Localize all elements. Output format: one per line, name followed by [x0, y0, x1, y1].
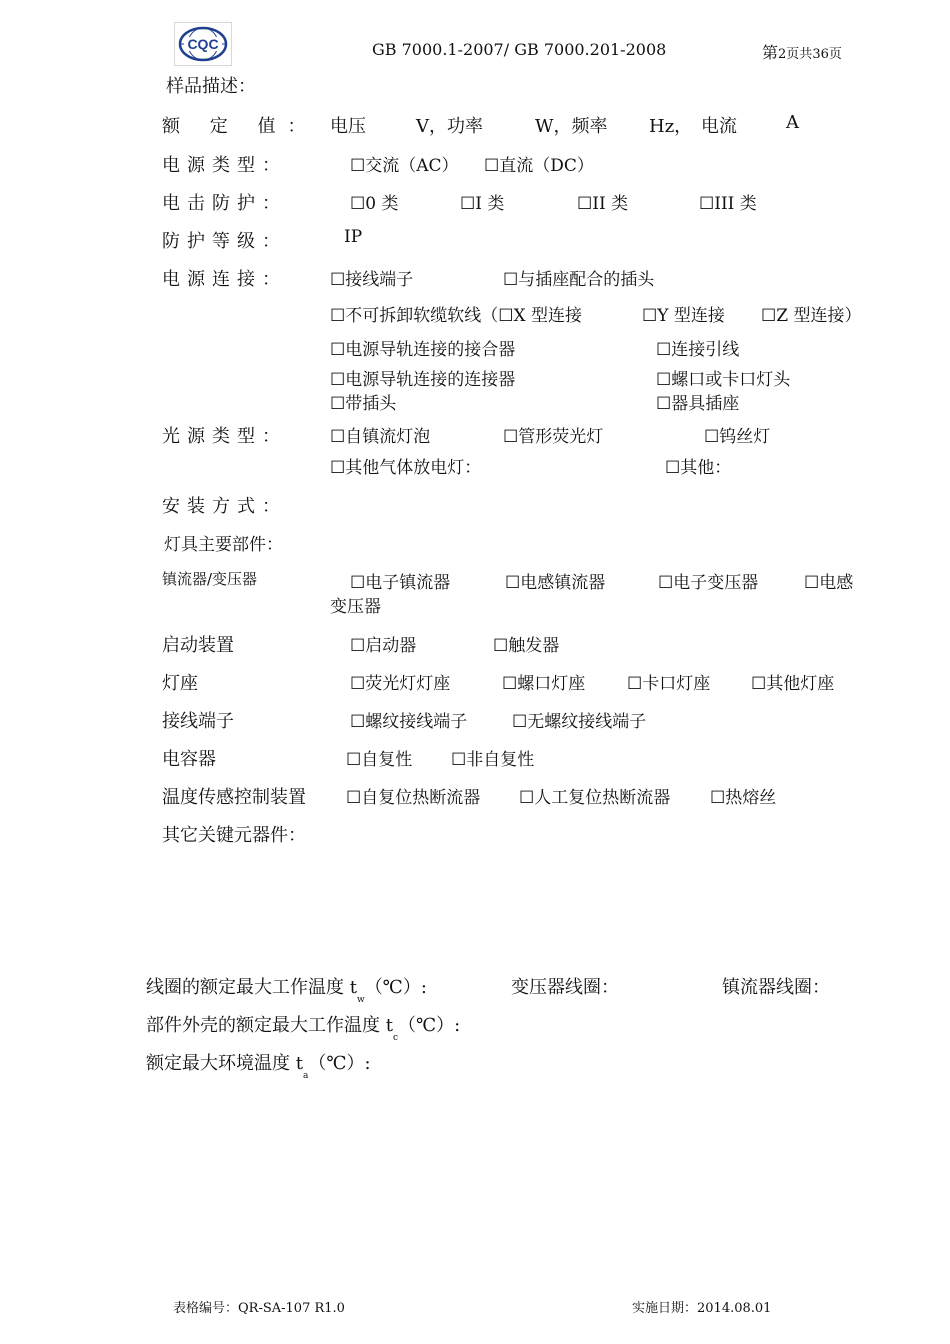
- transformer-text: 变压器: [330, 597, 381, 617]
- other-holder-checkbox[interactable]: ☐其他灯座: [751, 674, 835, 694]
- voltage-unit: V，功率: [416, 116, 483, 137]
- trigger-checkbox[interactable]: ☐触发器: [493, 636, 560, 656]
- ballast-coil-label: 镇流器线圈：: [722, 977, 830, 998]
- class3-checkbox[interactable]: ☐III 类: [699, 194, 757, 214]
- terminals-label: 接线端子: [162, 711, 234, 732]
- tungsten-checkbox[interactable]: ☐钨丝灯: [704, 427, 771, 447]
- with-plug-checkbox[interactable]: ☐带插头: [330, 394, 397, 414]
- lampholder-checkbox[interactable]: ☐螺口或卡口灯头: [656, 370, 791, 390]
- holder-label: 灯座: [162, 673, 198, 694]
- power-type-label: 电源类型：: [162, 155, 287, 176]
- dc-checkbox[interactable]: ☐直流（DC）: [484, 156, 594, 176]
- case-temperature-label: 部件外壳的额定最大工作温度 $t_c(℃)$:: [146, 1015, 461, 1043]
- discharge-checkbox[interactable]: ☐其他气体放电灯：: [330, 458, 482, 478]
- starter-checkbox[interactable]: ☐启动器: [350, 636, 417, 656]
- cord-x-checkbox[interactable]: ☐不可拆卸软缆软线（☐X 型连接: [330, 306, 582, 326]
- other-parts-label: 其它关键元器件：: [162, 825, 306, 846]
- lead-checkbox[interactable]: ☐连接引线: [656, 340, 740, 360]
- non-reset-checkbox[interactable]: ☐非自复性: [451, 750, 535, 770]
- form-number: 表格编号：QR-SA-107 R1.0: [173, 1301, 345, 1316]
- auto-reset-cutout-checkbox[interactable]: ☐自复位热断流器: [346, 788, 481, 808]
- socket-checkbox[interactable]: ☐器具插座: [656, 394, 740, 414]
- standard-number: GB 7000.1-2007/ GB 7000.201-2008: [372, 40, 667, 59]
- class1-checkbox[interactable]: ☐I 类: [460, 194, 505, 214]
- thermal-fuse-checkbox[interactable]: ☐热熔丝: [710, 788, 777, 808]
- other-source-checkbox[interactable]: ☐其他：: [665, 458, 732, 478]
- cqc-logo: [174, 22, 232, 66]
- self-ballasted-checkbox[interactable]: ☐自镇流灯泡: [330, 427, 431, 447]
- plug-checkbox[interactable]: ☐与插座配合的插头: [503, 270, 655, 290]
- terminal-checkbox[interactable]: ☐接线端子: [330, 270, 414, 290]
- section-title: 样品描述：: [166, 76, 256, 97]
- thermal-label: 温度传感控制装置: [162, 787, 306, 808]
- screw-terminal-checkbox[interactable]: ☐螺纹接线端子: [350, 712, 468, 732]
- ambient-temperature-label: 额定最大环境温度 $t_a(℃)$:: [146, 1053, 371, 1081]
- inductive-ballast-checkbox[interactable]: ☐电感镇流器: [505, 573, 606, 593]
- electronic-ballast-checkbox[interactable]: ☐电子镇流器: [350, 573, 451, 593]
- fluorescent-checkbox[interactable]: ☐管形荧光灯: [503, 427, 604, 447]
- electronic-transformer-checkbox[interactable]: ☐电子变压器: [658, 573, 759, 593]
- capacitor-label: 电容器: [162, 749, 216, 770]
- voltage-label: 电压: [330, 116, 366, 137]
- class2-checkbox[interactable]: ☐II 类: [577, 194, 629, 214]
- y-type-checkbox[interactable]: ☐Y 型连接: [642, 306, 725, 326]
- logo-text: CQC: [187, 36, 219, 52]
- rail-coupler-checkbox[interactable]: ☐电源导轨连接的接合器: [330, 340, 516, 360]
- screw-holder-checkbox[interactable]: ☐螺口灯座: [502, 674, 586, 694]
- connection-label: 电源连接：: [162, 269, 287, 290]
- effective-date: 实施日期：2014.08.01: [632, 1301, 772, 1316]
- page-number: 第2页共36页: [762, 43, 842, 62]
- class0-checkbox[interactable]: ☐0 类: [350, 194, 399, 214]
- manual-reset-cutout-checkbox[interactable]: ☐人工复位热断流器: [519, 788, 671, 808]
- mounting-label: 安装方式：: [162, 496, 287, 517]
- ballast-label: 镇流器/变压器: [162, 570, 258, 588]
- fluorescent-holder-checkbox[interactable]: ☐荧光灯灯座: [350, 674, 451, 694]
- self-reset-checkbox[interactable]: ☐自复性: [346, 750, 413, 770]
- transformer-coil-label: 变压器线圈：: [511, 977, 619, 998]
- rail-connector-checkbox[interactable]: ☐电源导轨连接的连接器: [330, 370, 516, 390]
- frequency-unit: Hz，: [649, 116, 693, 137]
- light-source-label: 光源类型：: [162, 426, 287, 447]
- rated-label: 额 定 值：: [162, 116, 318, 137]
- main-parts-label: 灯具主要部件：: [164, 535, 283, 555]
- inductive-transformer-checkbox[interactable]: ☐电感: [804, 573, 854, 593]
- cqc-logo-icon: [175, 23, 231, 65]
- screwless-terminal-checkbox[interactable]: ☐无螺纹接线端子: [512, 712, 647, 732]
- ip-field[interactable]: IP: [344, 227, 363, 247]
- protection-label: 防护等级：: [162, 231, 287, 252]
- ac-checkbox[interactable]: ☐交流（AC）: [350, 156, 459, 176]
- z-type-checkbox[interactable]: ☐Z 型连接）: [761, 306, 862, 326]
- shock-label: 电击防护：: [162, 193, 287, 214]
- coil-temperature-label: 线圈的额定最大工作温度 $t_w(℃)$:: [146, 977, 427, 1005]
- starter-label: 启动装置: [162, 635, 234, 656]
- bayonet-holder-checkbox[interactable]: ☐卡口灯座: [627, 674, 711, 694]
- current-label: 电流: [701, 116, 737, 137]
- power-unit: W，频率: [535, 116, 608, 137]
- current-unit: A: [786, 112, 799, 133]
